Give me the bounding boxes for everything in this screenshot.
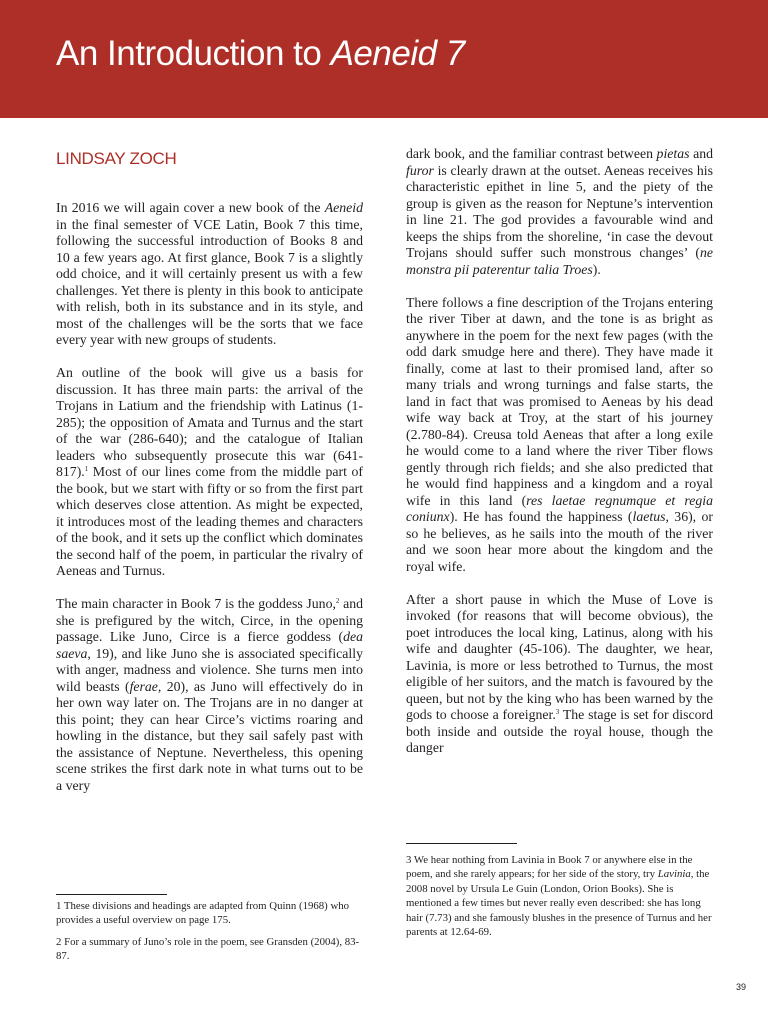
text-span: The main character in Book 7 is the goddess Juno, [56, 596, 336, 611]
text-span: , 19), and like Juno she is associated specifically with anger, madness and violence. She turns men into wild beasts ( [56, 645, 363, 694]
text-span: dark book, and the familiar contrast between [406, 146, 657, 161]
italic-span: Lavinia [657, 868, 691, 881]
italic-span: laetus [632, 509, 666, 524]
italic-span: pietas [656, 146, 690, 161]
footnote-3 [406, 853, 716, 939]
text-span: ). [592, 261, 601, 277]
text-span: 3 We hear nothing from Lavinia in Book 7 or anywhere else in the poem, and she rarely appears; for her side of the story, try [406, 854, 693, 881]
italic-span: Aeneid [324, 200, 363, 215]
page-title [56, 32, 465, 76]
text-span: ). He has found the happiness ( [449, 509, 633, 524]
footnote-ref-1: 1 [84, 465, 89, 473]
footnote-ref-2: 2 [335, 597, 340, 605]
text-span: An outline of the book will give us a basis for discussion. It has three main parts: the arrival of the Trojans in Latium and the friendship with Latinus (1-285); the opposition of Amata and Turnus and the start of the war (286-640); and the catalogue of Italian leaders who subsequently prosecute this war (641-817). [56, 365, 363, 479]
title-italic: Aeneid 7 [330, 34, 465, 73]
text-span: in the final semester of VCE Latin, Book 7 this time, following the successful introduction of Books 8 and 10 a few years ago. At first glance, Book 7 is a slightly odd choice, and it will certainly present us with a few challenges. Yet there is plenty in this book to anticipate with relish, both in its substance and in its style, and most of the challenges will be the sorts that we face every year with new groups of students. [56, 216, 363, 347]
footnotes-right [406, 853, 716, 946]
footnote-2: 2 For a summary of Juno’s role in the poem, see Gransden (2004), 83-87. [56, 935, 360, 963]
footnote-divider [406, 843, 517, 844]
italic-span: ne monstra pii paterentur talia Troes [406, 245, 713, 277]
text-span: , 20), as Juno will effectively do in her own way later on. The Trojans are in no danger at this point; they can hear Circe’s victims roaring and howling in the distance, but they sail safely past with the assistance of Neptune. Nevertheless, this opening scene strikes the first dark note in what turns out to be a very [56, 678, 363, 793]
italic-span: dea saeva [56, 629, 363, 661]
text-span: In 2016 we will again cover a new book of the [56, 200, 325, 215]
paragraph-1 [56, 200, 363, 349]
title-prefix: An Introduction to [56, 34, 331, 73]
paragraph-5 [406, 592, 713, 757]
text-span: , the 2008 novel by Ursula Le Guin (London, Orion Books). She is mentioned a few times but never really even described: she has long hair (7.73) and she famously blushes in the presence of Turnus and her parents at 12.64-69. [406, 868, 712, 939]
italic-span: ferae [129, 678, 158, 694]
paragraph-3-continued [406, 146, 713, 278]
text-span: and she is prefigured by the witch, Circe, in the opening passage. Like Juno, Circe is a fierce goddess ( [56, 596, 363, 644]
italic-span: res laetae regnumque et regia coniunx [406, 492, 713, 524]
italic-span: furor [406, 162, 434, 178]
text-span: is clearly drawn at the outset. Aeneas receives his characteristic epithet in line 5, and the piety of the group is given as the reason for Neptune’s intervention in line 21. The god provides a favourable wind and keeps the ships from the shoreline, ‘in case the devout Trojans should suffer such monstrous changes’ ( [406, 162, 713, 260]
paragraph-2 [56, 365, 363, 580]
page-number: 39 [735, 982, 746, 992]
footnotes-left [56, 899, 366, 971]
title-banner [0, 0, 768, 118]
footnote-1: 1 These divisions and headings are adapted from Quinn (1968) who provides a useful overview on page 175. [56, 900, 350, 927]
footnote-divider [56, 894, 167, 895]
text-span: There follows a fine description of the Trojans entering the river Tiber at dawn, and the tone is as bright as anywhere in the poem for the next few pages (with the odd dark smudge here and there). They have made it finally, come at last to their promised land, after so many trials and wrong turnings and false starts, the land in fact that was promised to Aeneas by his dead wife way back at Troy, at the start of his journey (2.780-84). Creusa told Aeneas that after a long exile he would come to a land where the river Tiber flows gently through rich fields; and she also predicted that he would find happiness and a kingdom and a royal wife in this land ( [406, 294, 713, 508]
left-column [56, 200, 363, 811]
right-column [406, 146, 713, 773]
text-span: Most of our lines come from the middle part of the book, but we start with fifty or so from the first part which deserves close attention. As might be expected, it introduces most of the leading themes and characters of the book, and it sets up the conflict which dominates the second half of the poem, in particular the rivalry of Aeneas and Turnus. [56, 464, 363, 578]
paragraph-3 [56, 596, 363, 794]
text-span: The stage is set for discord both inside and outside the royal house, though the danger [406, 707, 713, 755]
author-name: LINDSAY ZOCH [56, 149, 177, 168]
text-span: and [689, 146, 713, 161]
paragraph-4 [406, 295, 713, 576]
text-span: , 36), or so he believes, as he sails into the mouth of the river and we soon hear more about the kingdom and the royal wife. [406, 509, 713, 574]
text-span: After a short pause in which the Muse of Love is invoked (for reasons that will become obvious), the poet introduces the local king, Latinus, along with his wife and daughter (45-106). The daughter, we hear, Lavinia, is more or less betrothed to Turnus, the most eligible of her suitors, and the match is favoured by the queen, but not by the king who has been warned by the gods to choose a foreigner. [406, 591, 713, 722]
footnote-ref-3: 3 [555, 708, 560, 716]
